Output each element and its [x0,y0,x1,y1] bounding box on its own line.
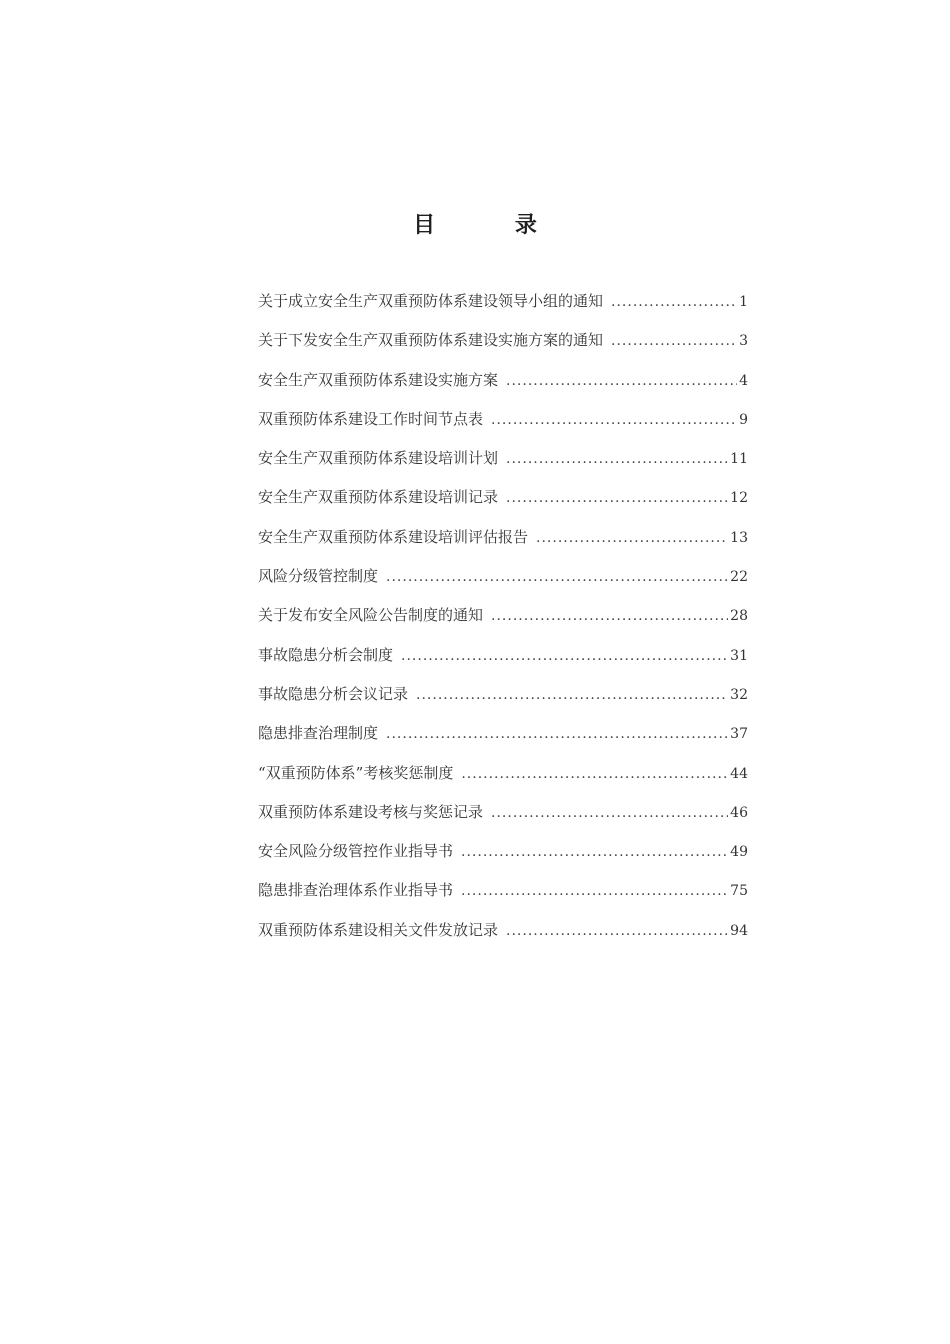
toc-entry-page: 22 [730,569,748,586]
toc-entry [258,526,748,565]
toc-entry-label: 隐患排查治理制度 [258,724,379,743]
toc-entry-label: 关于成立安全生产双重预防体系建设领导小组的通知 [258,292,604,310]
toc-dot-leader [491,413,737,427]
toc-entry-label: 事故隐患分析会议记录 [258,684,409,703]
toc-entry-page: 3 [739,333,748,350]
toc-dot-leader [401,649,728,663]
toc-dot-leader [611,295,737,309]
toc-entry-page: 49 [730,844,748,861]
toc-dot-leader [506,491,728,505]
toc-entry [258,879,748,918]
toc-entry-label: 双重预防体系建设考核与奖惩记录 [258,802,484,821]
toc-dot-leader [506,452,728,466]
toc-dot-leader [386,727,728,741]
toc-dot-leader [461,884,728,898]
toc-entry-page: 11 [730,451,748,468]
toc-dot-leader [386,570,728,584]
toc-entry [258,486,748,525]
toc-entry-label: 关于发布安全风险公告制度的通知 [258,606,484,625]
toc-entry-page: 94 [730,922,748,939]
toc-entry-page: 28 [730,608,748,625]
toc-entry [258,447,748,486]
toc-entry-page: 9 [739,411,748,428]
toc-dot-leader [506,924,728,938]
toc-dot-leader [506,374,737,388]
toc-entry [258,408,748,447]
toc-entry-label: 安全生产双重预防体系建设培训记录 [258,488,499,507]
toc-entry [258,919,748,958]
page-title: 目 录 [413,212,573,238]
toc-entry-label: 关于下发安全生产双重预防体系建设实施方案的通知 [258,331,604,350]
toc-entry-label: 双重预防体系建设相关文件发放记录 [258,920,499,939]
toc-entry-page: 1 [739,294,748,310]
toc-entry-page: 31 [730,647,748,664]
toc-entry-page: 13 [730,529,748,546]
toc-entry-page: 32 [730,686,748,703]
toc-entry [258,369,748,408]
toc-entry [258,644,748,683]
toc-dot-leader [611,334,737,348]
toc-dot-leader [461,845,728,859]
toc-entry [258,683,748,722]
toc-dot-leader [491,806,728,820]
toc-entry [258,290,748,329]
toc-entry-label: 安全生产双重预防体系建设培训评估报告 [258,527,529,546]
toc-entry-page: 12 [730,490,748,507]
toc-entry-page: 46 [730,804,748,821]
toc-entry-label: 事故隐患分析会制度 [258,645,394,664]
toc-entry-label: 风险分级管控制度 [258,567,379,586]
table-of-contents [258,290,748,958]
toc-dot-leader [461,767,728,781]
toc-entry [258,840,748,879]
toc-entry [258,329,748,368]
toc-entry-page: 37 [730,726,748,743]
toc-entry-label: 安全生产双重预防体系建设实施方案 [258,370,499,389]
toc-entry-label: “双重预防体系”考核奖惩制度 [258,763,454,782]
toc-entry-page: 75 [730,883,748,900]
toc-entry-label: 隐患排查治理体系作业指导书 [258,881,454,900]
toc-entry [258,604,748,643]
toc-entry-label: 安全风险分级管控作业指导书 [258,842,454,861]
toc-dot-leader [491,609,728,623]
toc-entry [258,565,748,604]
toc-entry [258,722,748,761]
toc-entry-page: 4 [739,372,748,389]
toc-entry-page: 44 [730,765,748,782]
toc-entry-label: 安全生产双重预防体系建设培训计划 [258,449,499,468]
toc-entry-label: 双重预防体系建设工作时间节点表 [258,409,484,428]
toc-entry [258,762,748,801]
toc-dot-leader [416,688,728,702]
toc-dot-leader [536,531,728,545]
toc-entry [258,801,748,840]
